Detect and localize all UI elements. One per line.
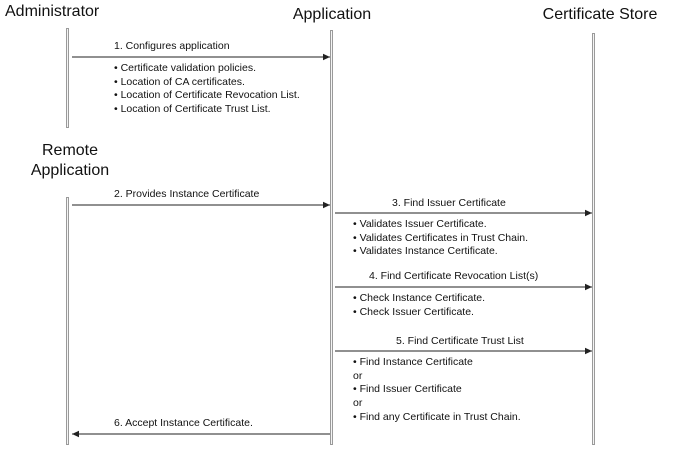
lifeline-application	[330, 30, 333, 445]
lifeline-remote-application	[66, 197, 69, 445]
message-4-label: 4. Find Certificate Revocation List(s)	[369, 270, 539, 282]
participant-remote-application	[12, 141, 128, 181]
participant-certificate-store: Certificate Store	[542, 6, 658, 23]
participant-remote-application-line2: Application	[30, 162, 110, 179]
message-2-label: 2. Provides Instance Certificate	[114, 188, 260, 200]
note-item: • Check Issuer Certificate.	[353, 305, 474, 318]
note-configure-details	[114, 62, 300, 117]
note-item: • Check Instance Certificate.	[353, 292, 486, 304]
participant-remote-application-line1: Remote	[41, 142, 99, 159]
note-item: • Find Issuer Certificate	[353, 383, 462, 396]
note-item: • Find any Certificate in Trust Chain.	[353, 410, 521, 423]
note-or: or	[353, 369, 363, 382]
note-revocation-details	[353, 292, 485, 319]
message-1-label: 1. Configures application	[114, 40, 230, 52]
participant-administrator: Administrator	[5, 3, 100, 20]
lifeline-certificate-store	[592, 33, 595, 445]
note-item: • Location of Certificate Revocation List.	[114, 89, 300, 102]
note-item: • Validates Certificates in Trust Chain.	[353, 231, 529, 244]
note-item: • Location of CA certificates.	[114, 75, 245, 88]
note-item: • Validates Instance Certificate.	[353, 245, 498, 258]
note-trust-list-details	[353, 356, 521, 425]
note-item: • Validates Issuer Certificate.	[353, 218, 487, 230]
note-item: • Certificate validation policies.	[114, 62, 256, 74]
note-item: • Location of Certificate Trust List.	[114, 103, 271, 116]
lifeline-administrator	[66, 28, 69, 128]
message-5-label: 5. Find Certificate Trust List	[396, 335, 524, 347]
note-item: • Find Instance Certificate	[353, 356, 473, 368]
note-or: or	[353, 397, 363, 410]
participant-application: Application	[292, 6, 372, 23]
message-3-label: 3. Find Issuer Certificate	[392, 197, 506, 209]
message-6-label: 6. Accept Instance Certificate.	[114, 417, 253, 429]
note-issuer-details	[353, 218, 528, 259]
